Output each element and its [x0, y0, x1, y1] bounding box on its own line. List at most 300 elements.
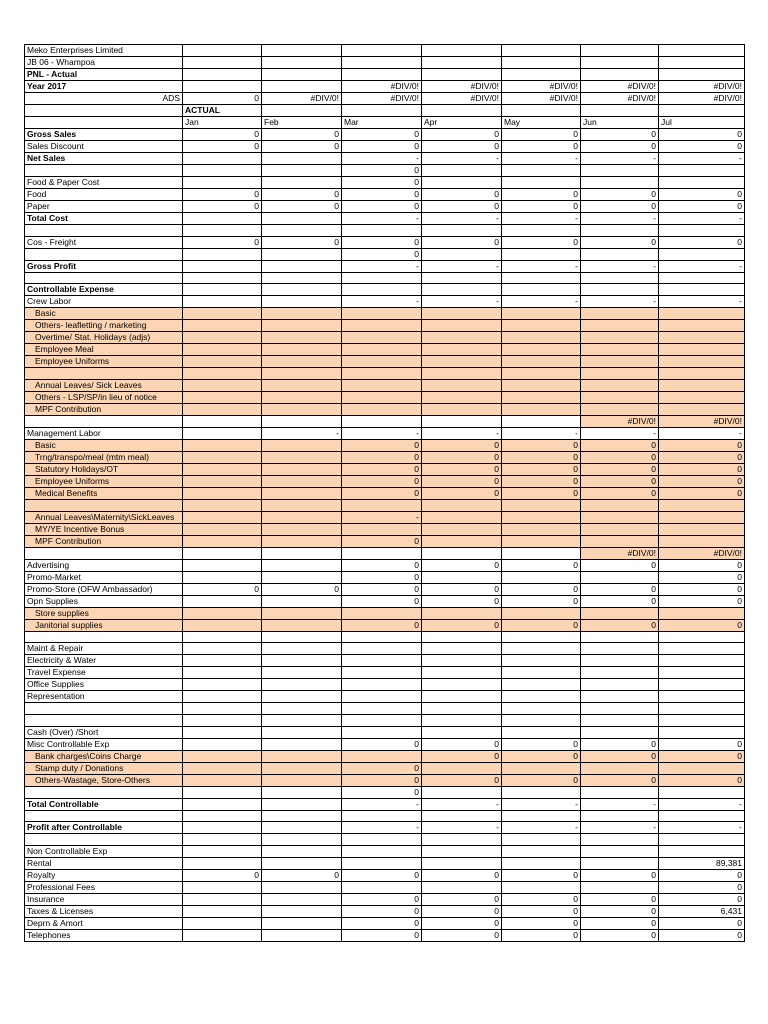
- row-label: Sales Discount: [25, 141, 183, 153]
- value-cell: [659, 810, 745, 822]
- blank-row: [25, 786, 745, 798]
- table-row: [25, 403, 745, 415]
- value-cell: 0: [183, 141, 262, 153]
- value-cell: 0: [502, 893, 581, 905]
- value-cell: [342, 356, 422, 368]
- table-row: [25, 356, 745, 368]
- value-cell: [502, 631, 581, 643]
- value-cell: 0: [422, 463, 502, 475]
- value-cell: 0: [422, 439, 502, 451]
- value-cell: [342, 714, 422, 726]
- value-cell: 0: [342, 869, 422, 881]
- row-label: Cos - Freight: [25, 236, 183, 248]
- value-cell: [659, 308, 745, 320]
- value-cell: [502, 511, 581, 523]
- value-cell: [183, 726, 262, 738]
- value-cell: 0: [659, 189, 745, 201]
- table-row: [25, 153, 745, 165]
- value-cell: [262, 475, 342, 487]
- value-cell: 0: [581, 595, 659, 607]
- value-cell: [342, 415, 422, 427]
- value-cell: [262, 559, 342, 571]
- report-row: [25, 69, 745, 81]
- row-label: [25, 225, 183, 237]
- value-cell: [342, 810, 422, 822]
- table-row: [25, 129, 745, 141]
- blank-row: [25, 368, 745, 380]
- value-cell: [183, 917, 262, 929]
- value-cell: -: [422, 798, 502, 810]
- value-cell: 0: [659, 141, 745, 153]
- value-cell: 0: [422, 451, 502, 463]
- value-cell: [502, 368, 581, 380]
- value-cell: [422, 511, 502, 523]
- value-cell: [422, 703, 502, 715]
- value-cell: [502, 834, 581, 846]
- value-cell: [502, 643, 581, 655]
- value-cell: [422, 845, 502, 857]
- table-row: [25, 738, 745, 750]
- value-cell: [262, 535, 342, 547]
- value-cell: [659, 786, 745, 798]
- table-row: [25, 595, 745, 607]
- value-cell: [422, 667, 502, 679]
- row-label: Insurance: [25, 893, 183, 905]
- value-cell: [422, 726, 502, 738]
- value-cell: [659, 272, 745, 284]
- value-cell: [342, 344, 422, 356]
- company-row: [25, 45, 745, 57]
- table-row: [25, 857, 745, 869]
- value-cell: -: [502, 260, 581, 272]
- row-label: Cash (Over) /Short: [25, 726, 183, 738]
- value-cell: [342, 857, 422, 869]
- blank-row: [25, 415, 745, 427]
- value-cell: 0: [581, 463, 659, 475]
- store-row: [25, 57, 745, 69]
- value-cell: [502, 499, 581, 511]
- table-row: [25, 487, 745, 499]
- value-cell: [659, 607, 745, 619]
- value-cell: [342, 679, 422, 691]
- year-cell: #DIV/0!: [581, 81, 659, 93]
- value-cell: -: [422, 260, 502, 272]
- value-cell: 0: [502, 201, 581, 213]
- table-row: [25, 762, 745, 774]
- table-row: [25, 236, 745, 248]
- value-cell: [342, 726, 422, 738]
- value-cell: 0: [581, 929, 659, 941]
- value-cell: [659, 284, 745, 296]
- value-cell: -: [659, 153, 745, 165]
- value-cell: [342, 332, 422, 344]
- row-label: [25, 415, 183, 427]
- value-cell: [342, 881, 422, 893]
- value-cell: 0: [581, 750, 659, 762]
- value-cell: [342, 225, 422, 237]
- value-cell: [262, 667, 342, 679]
- row-label: Non Controllable Exp: [25, 845, 183, 857]
- value-cell: [422, 332, 502, 344]
- value-cell: [659, 726, 745, 738]
- value-cell: 0: [581, 189, 659, 201]
- value-cell: [659, 523, 745, 535]
- value-cell: [581, 332, 659, 344]
- value-cell: -: [502, 798, 581, 810]
- row-label: Janitorial supplies: [25, 619, 183, 631]
- value-cell: [502, 356, 581, 368]
- value-cell: [659, 631, 745, 643]
- value-cell: [422, 679, 502, 691]
- table-row: [25, 463, 745, 475]
- value-cell: 0: [422, 583, 502, 595]
- table-row: [25, 691, 745, 703]
- value-cell: 0: [659, 881, 745, 893]
- value-cell: [659, 391, 745, 403]
- table-row: [25, 523, 745, 535]
- row-label: Total Cost: [25, 213, 183, 225]
- value-cell: [659, 511, 745, 523]
- value-cell: [342, 667, 422, 679]
- row-label: [25, 810, 183, 822]
- value-cell: [502, 679, 581, 691]
- actual-label: ACTUAL: [183, 105, 262, 117]
- value-cell: [183, 667, 262, 679]
- row-label: Basic: [25, 439, 183, 451]
- value-cell: [183, 905, 262, 917]
- value-cell: 0: [659, 774, 745, 786]
- value-cell: -: [581, 153, 659, 165]
- value-cell: [262, 379, 342, 391]
- value-cell: [502, 391, 581, 403]
- value-cell: [183, 929, 262, 941]
- value-cell: [183, 857, 262, 869]
- table-row: [25, 571, 745, 583]
- value-cell: [262, 451, 342, 463]
- value-cell: 0: [342, 929, 422, 941]
- value-cell: [262, 225, 342, 237]
- value-cell: 0: [659, 129, 745, 141]
- table-row: [25, 177, 745, 189]
- value-cell: 0: [502, 463, 581, 475]
- value-cell: [262, 523, 342, 535]
- value-cell: 0: [502, 929, 581, 941]
- value-cell: [262, 762, 342, 774]
- value-cell: [342, 379, 422, 391]
- table-row: [25, 679, 745, 691]
- value-cell: [502, 272, 581, 284]
- value-cell: [183, 595, 262, 607]
- value-cell: 0: [502, 869, 581, 881]
- value-cell: [659, 667, 745, 679]
- value-cell: 0: [502, 451, 581, 463]
- value-cell: [581, 391, 659, 403]
- value-cell: -: [422, 213, 502, 225]
- value-cell: [422, 655, 502, 667]
- value-cell: [183, 344, 262, 356]
- row-label: Others - LSP/SP/in lieu of notice: [25, 391, 183, 403]
- value-cell: [183, 655, 262, 667]
- value-cell: #DIV/0!: [581, 547, 659, 559]
- year-cell: [262, 81, 342, 93]
- value-cell: -: [342, 213, 422, 225]
- value-cell: [581, 523, 659, 535]
- value-cell: [183, 260, 262, 272]
- value-cell: [183, 248, 262, 260]
- value-cell: [342, 750, 422, 762]
- table-row: [25, 822, 745, 834]
- value-cell: 0: [342, 917, 422, 929]
- value-cell: 0: [262, 189, 342, 201]
- value-cell: [659, 248, 745, 260]
- value-cell: 0: [422, 559, 502, 571]
- row-label: Crew Labor: [25, 296, 183, 308]
- value-cell: [262, 643, 342, 655]
- row-label: Bank charges\Coins Charge: [25, 750, 183, 762]
- month-jul: Jul: [659, 117, 745, 129]
- value-cell: [262, 929, 342, 941]
- value-cell: [422, 810, 502, 822]
- value-cell: [262, 368, 342, 380]
- value-cell: 0: [183, 129, 262, 141]
- value-cell: -: [659, 427, 745, 439]
- value-cell: -: [581, 213, 659, 225]
- row-label: Food & Paper Cost: [25, 177, 183, 189]
- value-cell: [262, 691, 342, 703]
- table-row: [25, 667, 745, 679]
- value-cell: [183, 523, 262, 535]
- value-cell: [581, 165, 659, 177]
- value-cell: 0: [659, 595, 745, 607]
- blank-row: [25, 248, 745, 260]
- blank-row: [25, 810, 745, 822]
- value-cell: 0: [342, 786, 422, 798]
- row-label: [25, 834, 183, 846]
- value-cell: [262, 917, 342, 929]
- value-cell: [502, 714, 581, 726]
- table-row: [25, 929, 745, 941]
- value-cell: [581, 272, 659, 284]
- table-row: [25, 332, 745, 344]
- year-cell: #DIV/0!: [342, 81, 422, 93]
- value-cell: -: [581, 798, 659, 810]
- value-cell: [422, 499, 502, 511]
- month-jan: Jan: [183, 117, 262, 129]
- value-cell: [659, 703, 745, 715]
- value-cell: [183, 320, 262, 332]
- value-cell: [502, 881, 581, 893]
- blank-row: [25, 547, 745, 559]
- value-cell: [659, 691, 745, 703]
- value-cell: 0: [659, 893, 745, 905]
- value-cell: -: [502, 153, 581, 165]
- row-label: [25, 499, 183, 511]
- row-label: Others-Wastage, Store-Others: [25, 774, 183, 786]
- ads-cell: #DIV/0!: [262, 93, 342, 105]
- value-cell: [581, 834, 659, 846]
- value-cell: [262, 547, 342, 559]
- value-cell: [262, 165, 342, 177]
- value-cell: -: [262, 427, 342, 439]
- value-cell: 0: [342, 595, 422, 607]
- value-cell: -: [581, 427, 659, 439]
- value-cell: [659, 177, 745, 189]
- value-cell: [262, 834, 342, 846]
- value-cell: [502, 415, 581, 427]
- value-cell: [422, 403, 502, 415]
- table-row: [25, 427, 745, 439]
- value-cell: [183, 714, 262, 726]
- value-cell: 0: [502, 619, 581, 631]
- value-cell: -: [659, 213, 745, 225]
- table-row: [25, 511, 745, 523]
- value-cell: [183, 571, 262, 583]
- value-cell: 6,431: [659, 905, 745, 917]
- row-label: Food: [25, 189, 183, 201]
- value-cell: -: [342, 822, 422, 834]
- value-cell: [659, 332, 745, 344]
- value-cell: [262, 857, 342, 869]
- month-feb: Feb: [262, 117, 342, 129]
- value-cell: 0: [342, 738, 422, 750]
- row-label: Taxes & Licenses: [25, 905, 183, 917]
- value-cell: [502, 284, 581, 296]
- value-cell: 0: [342, 487, 422, 499]
- value-cell: [659, 379, 745, 391]
- value-cell: 0: [183, 869, 262, 881]
- value-cell: [342, 703, 422, 715]
- value-cell: #DIV/0!: [659, 415, 745, 427]
- value-cell: -: [659, 296, 745, 308]
- table-row: [25, 750, 745, 762]
- value-cell: [502, 344, 581, 356]
- value-cell: [342, 284, 422, 296]
- value-cell: 0: [502, 583, 581, 595]
- month-header-row: [25, 117, 745, 129]
- value-cell: [262, 714, 342, 726]
- value-cell: [502, 547, 581, 559]
- value-cell: [659, 762, 745, 774]
- value-cell: 0: [659, 929, 745, 941]
- value-cell: [659, 834, 745, 846]
- row-label: [25, 714, 183, 726]
- value-cell: [581, 379, 659, 391]
- value-cell: [422, 344, 502, 356]
- value-cell: 0: [342, 129, 422, 141]
- value-cell: [422, 571, 502, 583]
- month-mar: Mar: [342, 117, 422, 129]
- value-cell: [502, 308, 581, 320]
- ads-cell: #DIV/0!: [581, 93, 659, 105]
- value-cell: [342, 320, 422, 332]
- value-cell: [502, 403, 581, 415]
- value-cell: 0: [581, 583, 659, 595]
- value-cell: 0: [502, 189, 581, 201]
- value-cell: [262, 439, 342, 451]
- table-row: [25, 213, 745, 225]
- value-cell: [262, 822, 342, 834]
- value-cell: [183, 679, 262, 691]
- value-cell: 0: [422, 189, 502, 201]
- value-cell: [183, 559, 262, 571]
- value-cell: [581, 667, 659, 679]
- month-may: May: [502, 117, 581, 129]
- value-cell: -: [502, 822, 581, 834]
- value-cell: [183, 272, 262, 284]
- value-cell: 0: [659, 487, 745, 499]
- value-cell: [183, 535, 262, 547]
- value-cell: [659, 714, 745, 726]
- value-cell: [183, 774, 262, 786]
- row-label: Rental: [25, 857, 183, 869]
- value-cell: 0: [502, 559, 581, 571]
- table-row: [25, 201, 745, 213]
- table-row: [25, 881, 745, 893]
- row-label: Trng/transpo/meal (mtm meal): [25, 451, 183, 463]
- value-cell: [183, 332, 262, 344]
- table-row: [25, 774, 745, 786]
- value-cell: [502, 165, 581, 177]
- value-cell: [262, 320, 342, 332]
- value-cell: [262, 738, 342, 750]
- value-cell: 0: [581, 129, 659, 141]
- value-cell: [183, 499, 262, 511]
- value-cell: [581, 284, 659, 296]
- actual-row: [25, 105, 745, 117]
- value-cell: [659, 655, 745, 667]
- value-cell: [262, 213, 342, 225]
- value-cell: 0: [342, 583, 422, 595]
- value-cell: [262, 415, 342, 427]
- value-cell: #DIV/0!: [659, 547, 745, 559]
- value-cell: [422, 284, 502, 296]
- month-apr: Apr: [422, 117, 502, 129]
- value-cell: #DIV/0!: [581, 415, 659, 427]
- value-cell: [581, 691, 659, 703]
- value-cell: [183, 547, 262, 559]
- value-cell: -: [342, 427, 422, 439]
- value-cell: [183, 607, 262, 619]
- value-cell: -: [342, 153, 422, 165]
- value-cell: [422, 643, 502, 655]
- ads-label: ADS: [25, 93, 183, 105]
- value-cell: 0: [342, 463, 422, 475]
- value-cell: 89,381: [659, 857, 745, 869]
- value-cell: [502, 845, 581, 857]
- row-label: MPF Contribution: [25, 535, 183, 547]
- value-cell: 0: [502, 905, 581, 917]
- value-cell: [659, 344, 745, 356]
- blank-row: [25, 631, 745, 643]
- value-cell: 0: [581, 905, 659, 917]
- value-cell: [502, 332, 581, 344]
- value-cell: 0: [422, 141, 502, 153]
- value-cell: [502, 177, 581, 189]
- report-title: PNL - Actual: [25, 69, 183, 81]
- value-cell: [262, 177, 342, 189]
- value-cell: [262, 344, 342, 356]
- value-cell: 0: [659, 619, 745, 631]
- value-cell: -: [581, 822, 659, 834]
- value-cell: 0: [262, 583, 342, 595]
- value-cell: [183, 463, 262, 475]
- value-cell: [502, 535, 581, 547]
- value-cell: [183, 403, 262, 415]
- value-cell: 0: [342, 774, 422, 786]
- value-cell: 0: [502, 141, 581, 153]
- value-cell: [502, 655, 581, 667]
- blank-row: [25, 703, 745, 715]
